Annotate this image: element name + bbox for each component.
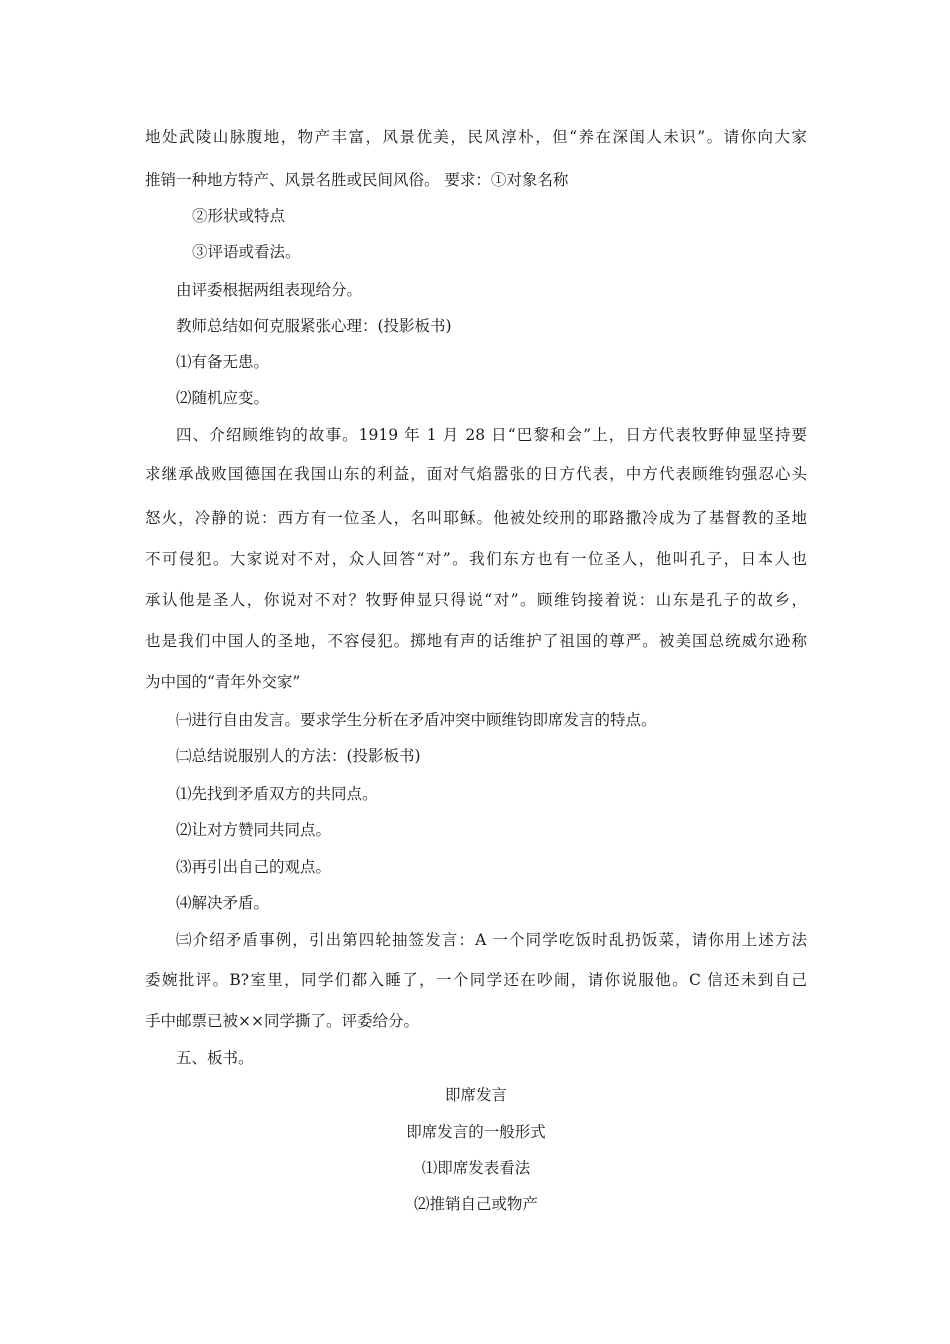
list-item: ⑴有备无患。 <box>176 353 270 371</box>
list-item: ⑵让对方赞同共同点。 <box>176 821 332 839</box>
paragraph-line: 也是我们中国人的圣地，不容侵犯。掷地有声的话维护了祖国的尊严。被美国总统威尔逊称 <box>145 632 807 650</box>
list-item: ㈡总结说服别人的方法：(投影板书) <box>176 747 421 765</box>
list-item: ⑴先找到矛盾双方的共同点。 <box>176 785 378 803</box>
paragraph-line: 推销一种地方特产、风景名胜或民间风俗。 要求：①对象名称 <box>145 171 569 189</box>
requirement-item: ②形状或特点 <box>192 207 286 225</box>
board-title: 即席发言 <box>444 1086 507 1104</box>
board-point: ⑴即席发表看法 <box>421 1159 531 1177</box>
paragraph-line: ㈢介绍矛盾事例，引出第四轮抽签发言：A 一个同学吃饭时乱扔饭菜，请你用上述方法 <box>176 931 807 949</box>
list-item: ⑷解决矛盾。 <box>176 894 270 912</box>
paragraph-line: 不可侵犯。大家说对不对，众人回答“对”。我们东方也有一位圣人，他叫孔子，日本人也 <box>145 550 807 568</box>
paragraph-line: 求继承战败国德国在我国山东的利益，面对气焰嚣张的日方代表，中方代表顾维钧强忍心头 <box>145 465 807 483</box>
paragraph-line: 委婉批评。B?室里，同学们都入睡了，一个同学还在吵闹，请你说服他。C 信还未到自己 <box>145 971 807 989</box>
paragraph-line: 承认他是圣人，你说对不对？牧野伸显只得说“对”。顾维钧接着说：山东是孔子的故乡， <box>145 591 807 609</box>
paragraph-line: 地处武陵山脉腹地，物产丰富，风景优美，民风淳朴，但“养在深闺人未识”。请你向大家 <box>145 128 807 146</box>
paragraph-line: 手中邮票已被××同学撕了。评委给分。 <box>145 1012 419 1030</box>
board-point: ⑵推销自己或物产 <box>413 1195 538 1213</box>
board-subtitle: 即席发言的一般形式 <box>406 1123 546 1141</box>
section-heading: 五、板书。 <box>176 1049 254 1067</box>
list-item: ⑶再引出自己的观点。 <box>176 858 332 876</box>
paragraph-line: 怒火，冷静的说：西方有一位圣人，名叫耶稣。他被处绞刑的耶路撒冷成为了基督教的圣地 <box>145 509 807 527</box>
requirement-item: ③评语或看法。 <box>192 243 301 261</box>
section-heading-line: 四、介绍顾维钧的故事。1919 年 1 月 28 日“巴黎和会”上，日方代表牧野伸显坚持要 <box>176 426 807 444</box>
paragraph-text: 由评委根据两组表现给分。 <box>176 281 363 299</box>
list-item: ㈠进行自由发言。要求学生分析在矛盾冲突中顾维钧即席发言的特点。 <box>176 711 657 729</box>
paragraph-line: 为中国的“青年外交家” <box>145 673 301 691</box>
list-item: ⑵随机应变。 <box>176 389 270 407</box>
paragraph-text: 教师总结如何克服紧张心理：(投影板书) <box>176 317 452 335</box>
